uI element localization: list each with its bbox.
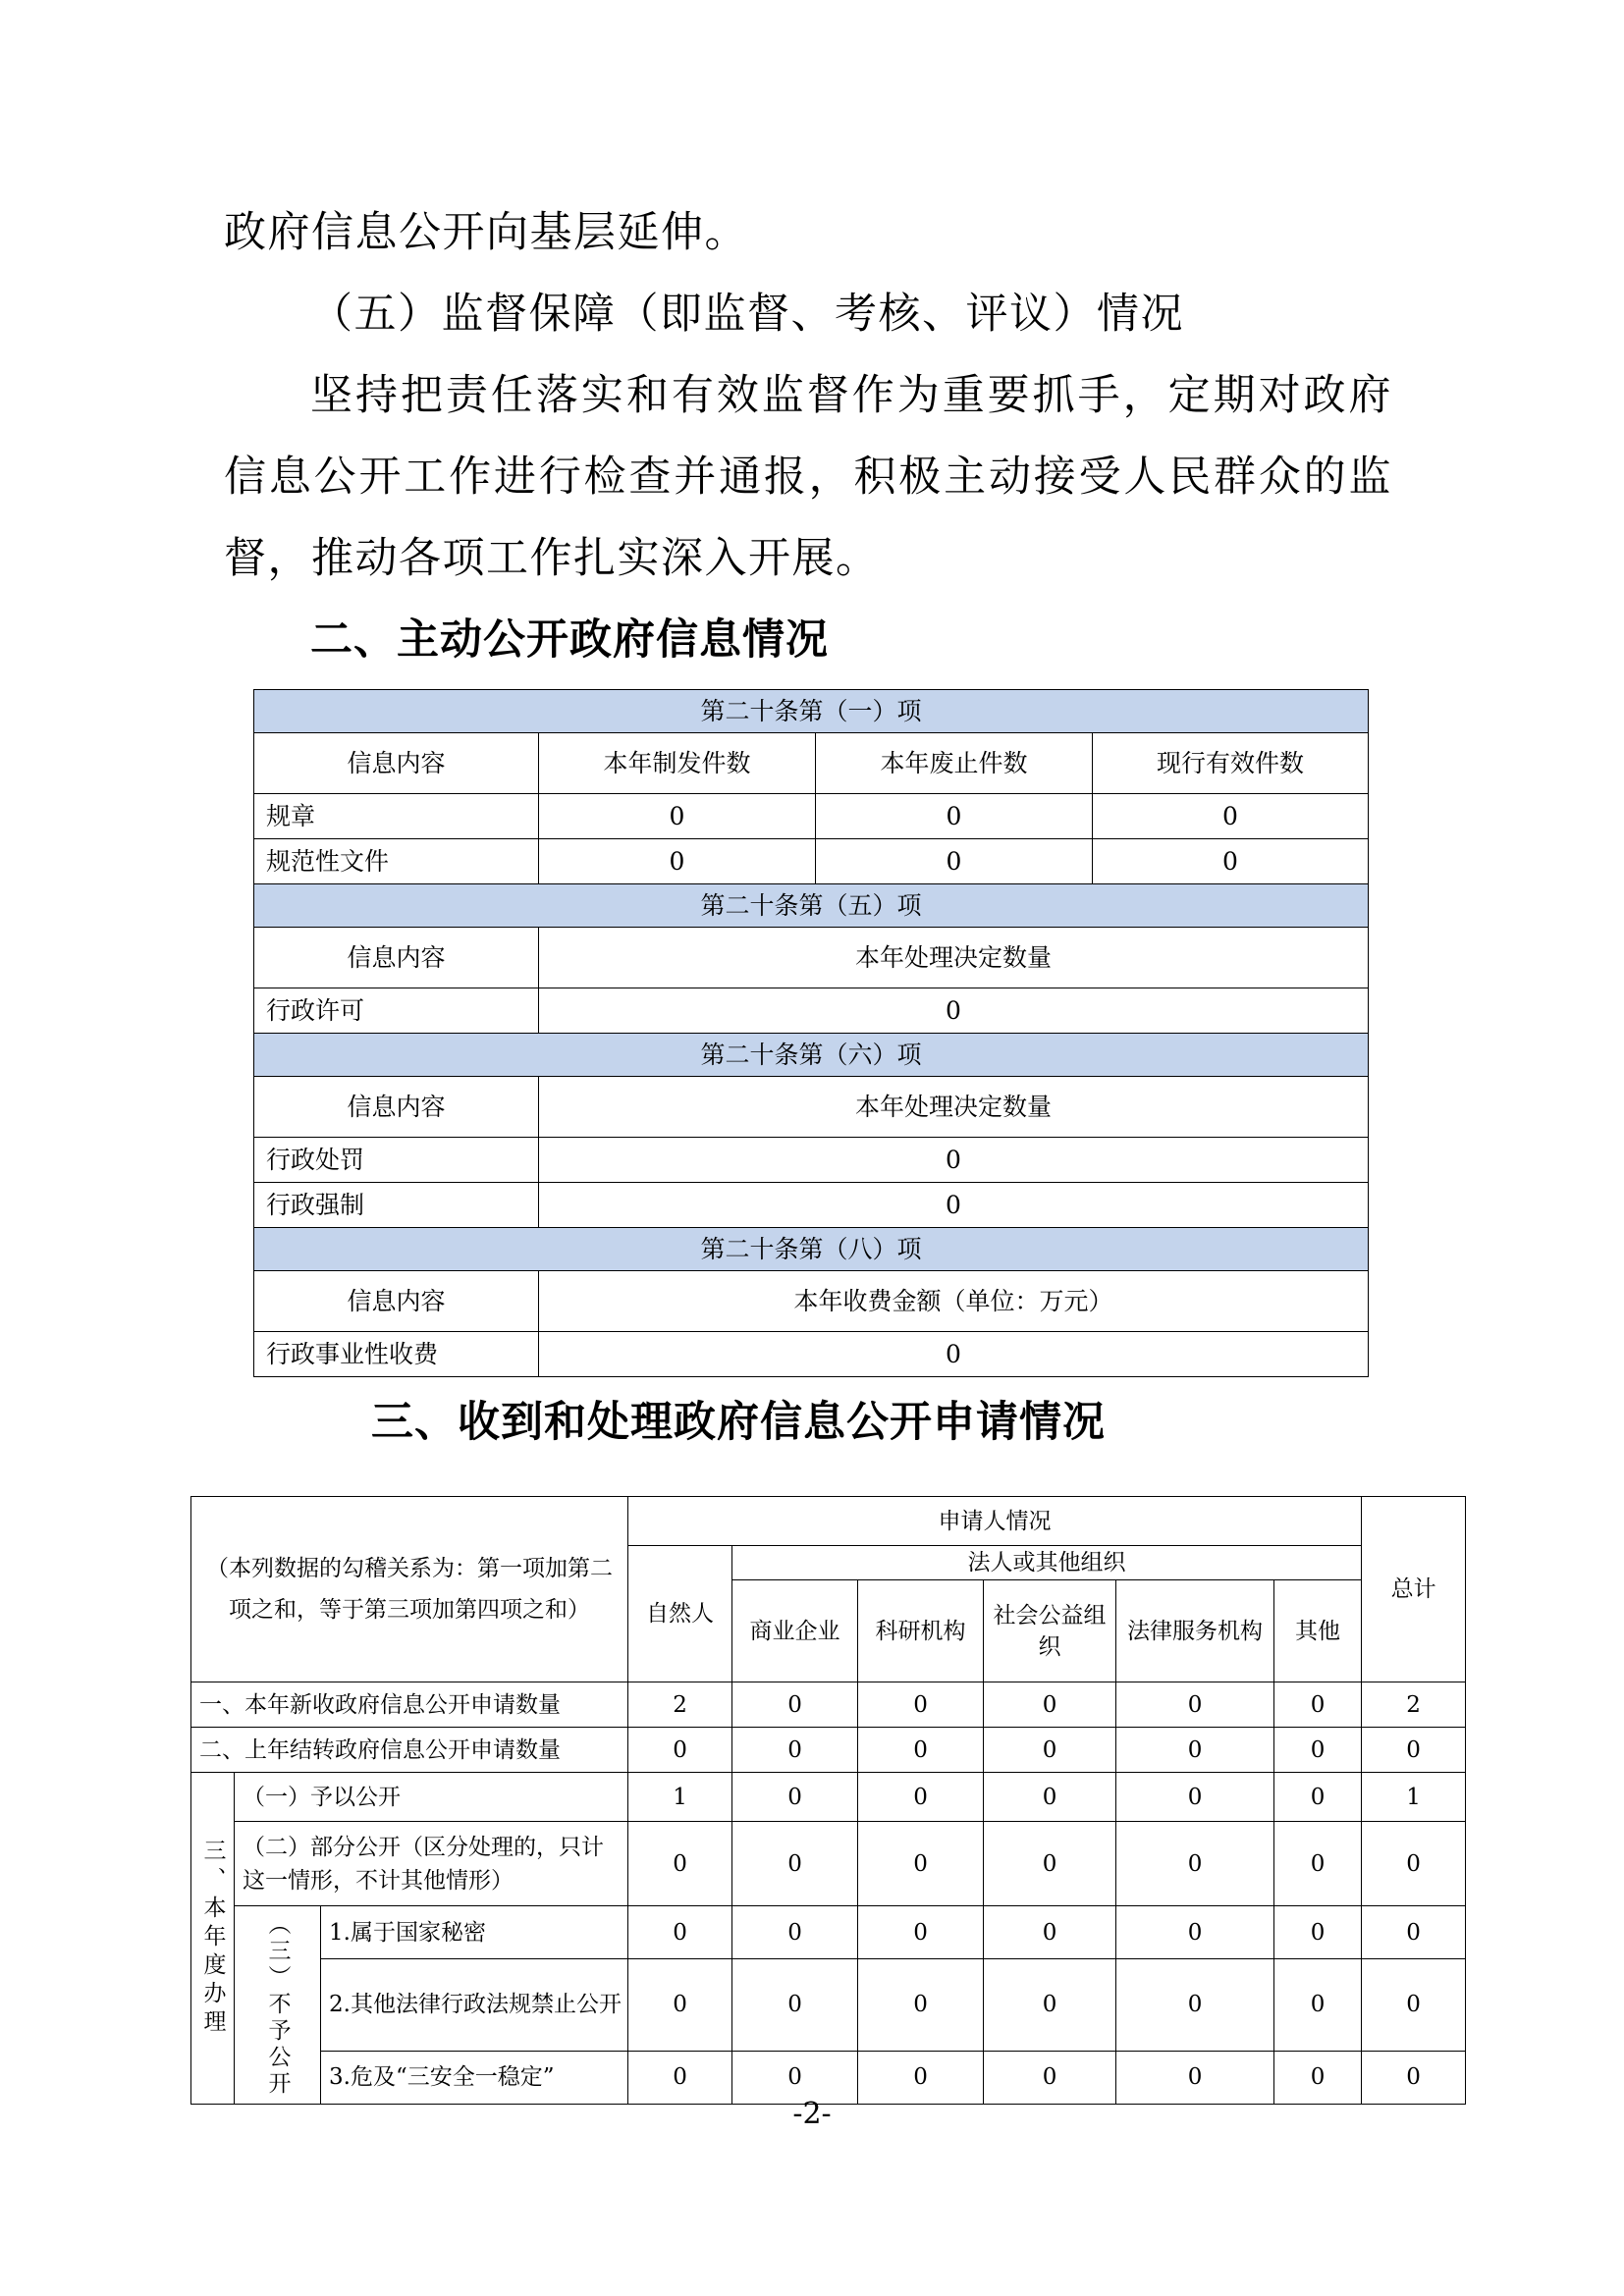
table-row — [254, 1077, 1369, 1138]
group-header-legal-entity: 法人或其他组织 — [732, 1546, 1362, 1580]
table-row — [191, 1728, 1466, 1773]
table-row — [191, 1773, 1466, 1822]
cell-value: 0 — [732, 1906, 858, 1959]
table-row — [191, 1682, 1466, 1728]
cell-value: 0 — [628, 1959, 732, 2051]
row-label-endanger-safety: 3.危及“三安全一稳定” — [321, 2051, 628, 2104]
cell-value: 0 — [816, 794, 1093, 839]
cell-value: 0 — [1362, 2051, 1466, 2104]
cell-value: 0 — [539, 1332, 1369, 1377]
cell-value: 0 — [984, 1728, 1116, 1773]
cell-value: 0 — [816, 839, 1093, 884]
cell-value: 0 — [1116, 1682, 1274, 1728]
col-header-decisions-count: 本年处理决定数量 — [539, 928, 1369, 988]
col-header-natural-person: 自然人 — [628, 1546, 732, 1682]
row-label-carried-over: 二、上年结转政府信息公开申请数量 — [191, 1728, 628, 1773]
cell-value: 0 — [539, 794, 816, 839]
cell-value: 0 — [858, 1959, 984, 2051]
cell-value: 0 — [628, 1906, 732, 1959]
col-header-effective-count: 现行有效件数 — [1093, 733, 1369, 794]
table-row — [191, 1822, 1466, 1906]
col-header-repealed-count: 本年废止件数 — [816, 733, 1093, 794]
vertical-label-section-three: 三、本年度办理 — [191, 1773, 235, 2105]
cell-value: 0 — [1116, 1773, 1274, 1822]
col-header-total: 总计 — [1362, 1497, 1466, 1682]
table-row — [254, 794, 1369, 839]
cell-value: 0 — [1116, 2051, 1274, 2104]
cell-value: 1 — [628, 1773, 732, 1822]
col-header-public-welfare-org: 社会公益组织 — [984, 1580, 1116, 1682]
table-row — [254, 928, 1369, 988]
cell-value: 0 — [858, 1773, 984, 1822]
requests-handling-table — [190, 1496, 1466, 2105]
col-header-decisions-count: 本年处理决定数量 — [539, 1077, 1369, 1138]
cell-value: 0 — [1274, 1959, 1362, 2051]
cell-value: 0 — [1274, 1906, 1362, 1959]
section-three-heading: 三、收到和处理政府信息公开申请情况 — [371, 1398, 1106, 1447]
cell-value: 0 — [732, 1959, 858, 2051]
cell-value: 0 — [858, 1728, 984, 1773]
cell-value: 0 — [1362, 1906, 1466, 1959]
page-number: -2- — [792, 2097, 832, 2131]
cell-value: 0 — [1093, 794, 1369, 839]
cell-value: 0 — [984, 1906, 1116, 1959]
table-row — [254, 1183, 1369, 1228]
row-label-admin-fees: 行政事业性收费 — [254, 1332, 539, 1377]
row-label-normative-documents: 规范性文件 — [254, 839, 539, 884]
col-header-issued-count: 本年制发件数 — [539, 733, 816, 794]
cell-value: 0 — [732, 2051, 858, 2104]
cell-value: 0 — [1274, 2051, 1362, 2104]
col-header-commercial-enterprise: 商业企业 — [732, 1580, 858, 1682]
cell-value: 0 — [984, 2051, 1116, 2104]
col-header-info-content: 信息内容 — [254, 1271, 539, 1332]
table-row — [254, 1034, 1369, 1077]
proactive-disclosure-table — [253, 689, 1369, 1377]
cell-value: 0 — [732, 1682, 858, 1728]
table-row — [254, 690, 1369, 733]
cell-value: 0 — [858, 1822, 984, 1906]
col-header-legal-service-org: 法律服务机构 — [1116, 1580, 1274, 1682]
cell-value: 0 — [1274, 1822, 1362, 1906]
table-row — [254, 1332, 1369, 1377]
cell-value: 0 — [628, 1822, 732, 1906]
section-title-item-1: 第二十条第（一）项 — [254, 690, 1369, 733]
section-three-heading-wrap — [224, 1382, 1392, 1464]
cell-value: 2 — [1362, 1682, 1466, 1728]
cell-value: 0 — [1116, 1906, 1274, 1959]
cell-value: 0 — [539, 988, 1369, 1034]
row-label-partial-disclosure: （二）部分公开（区分处理的，只计这一情形，不计其他情形） — [235, 1822, 628, 1906]
cell-value: 0 — [539, 1138, 1369, 1183]
group-header-applicant: 申请人情况 — [628, 1497, 1362, 1546]
row-label-admin-penalty: 行政处罚 — [254, 1138, 539, 1183]
cell-value: 0 — [1362, 1822, 1466, 1906]
table-row — [254, 839, 1369, 884]
subsection-five-heading: （五）监督保障（即监督、考核、评议）情况 — [310, 290, 1184, 339]
cell-value: 2 — [628, 1682, 732, 1728]
row-label-admin-coercion: 行政强制 — [254, 1183, 539, 1228]
cell-value: 0 — [1116, 1728, 1274, 1773]
cell-value: 1 — [1362, 1773, 1466, 1822]
row-label-state-secret: 1.属于国家秘密 — [321, 1906, 628, 1959]
row-label-admin-license: 行政许可 — [254, 988, 539, 1034]
cell-value: 0 — [628, 2051, 732, 2104]
col-header-info-content: 信息内容 — [254, 928, 539, 988]
table-row — [254, 1138, 1369, 1183]
col-header-other: 其他 — [1274, 1580, 1362, 1682]
row-label-granted: （一）予以公开 — [235, 1773, 628, 1822]
paragraph-continuation: 政府信息公开向基层延伸。 — [224, 208, 748, 257]
col-header-fee-amount: 本年收费金额（单位：万元） — [539, 1271, 1369, 1332]
cell-value: 0 — [1116, 1959, 1274, 2051]
table-row — [254, 1228, 1369, 1271]
vertical-label-not-disclosed: （三）不予公开 — [235, 1906, 321, 2105]
table-header-row — [191, 1497, 1466, 1546]
col-header-info-content: 信息内容 — [254, 1077, 539, 1138]
row-label-law-prohibited: 2.其他法律行政法规禁止公开 — [321, 1959, 628, 2051]
cell-value: 0 — [732, 1773, 858, 1822]
cell-value: 0 — [1274, 1682, 1362, 1728]
row-label-regulations: 规章 — [254, 794, 539, 839]
cell-value: 0 — [1274, 1773, 1362, 1822]
section-title-item-8: 第二十条第（八）项 — [254, 1228, 1369, 1271]
cell-value: 0 — [1116, 1822, 1274, 1906]
cell-value: 0 — [984, 1773, 1116, 1822]
cell-value: 0 — [628, 1728, 732, 1773]
cell-value: 0 — [1093, 839, 1369, 884]
cell-value: 0 — [539, 1183, 1369, 1228]
subsection-five-body: 坚持把责任落实和有效监督作为重要抓手，定期对政府信息公开工作进行检查并通报，积极主动接受人民群众的监督，推动各项工作扎实深入开展。 — [224, 371, 1392, 583]
section-title-item-6: 第二十条第（六）项 — [254, 1034, 1369, 1077]
table-row — [254, 988, 1369, 1034]
cell-value: 0 — [732, 1728, 858, 1773]
cell-value: 0 — [539, 839, 816, 884]
table-row — [254, 884, 1369, 928]
table-row — [254, 1271, 1369, 1332]
table-row — [191, 1906, 1466, 1959]
col-header-research-institution: 科研机构 — [858, 1580, 984, 1682]
prose-block — [224, 192, 1392, 681]
table-row — [254, 733, 1369, 794]
section-title-item-5: 第二十条第（五）项 — [254, 884, 1369, 928]
cell-value: 0 — [858, 1906, 984, 1959]
cell-value: 0 — [984, 1682, 1116, 1728]
cell-value: 0 — [1274, 1728, 1362, 1773]
note-cell: （本列数据的勾稽关系为：第一项加第二项之和，等于第三项加第四项之和） — [191, 1497, 628, 1682]
cell-value: 0 — [732, 1822, 858, 1906]
table-row — [191, 1959, 1466, 2051]
cell-value: 0 — [984, 1959, 1116, 2051]
row-label-new-received: 一、本年新收政府信息公开申请数量 — [191, 1682, 628, 1728]
cell-value: 0 — [1362, 1959, 1466, 2051]
cell-value: 0 — [984, 1822, 1116, 1906]
cell-value: 0 — [1362, 1728, 1466, 1773]
section-two-heading: 二、主动公开政府信息情况 — [310, 615, 829, 665]
cell-value: 0 — [858, 1682, 984, 1728]
cell-value: 0 — [858, 2051, 984, 2104]
col-header-info-content: 信息内容 — [254, 733, 539, 794]
